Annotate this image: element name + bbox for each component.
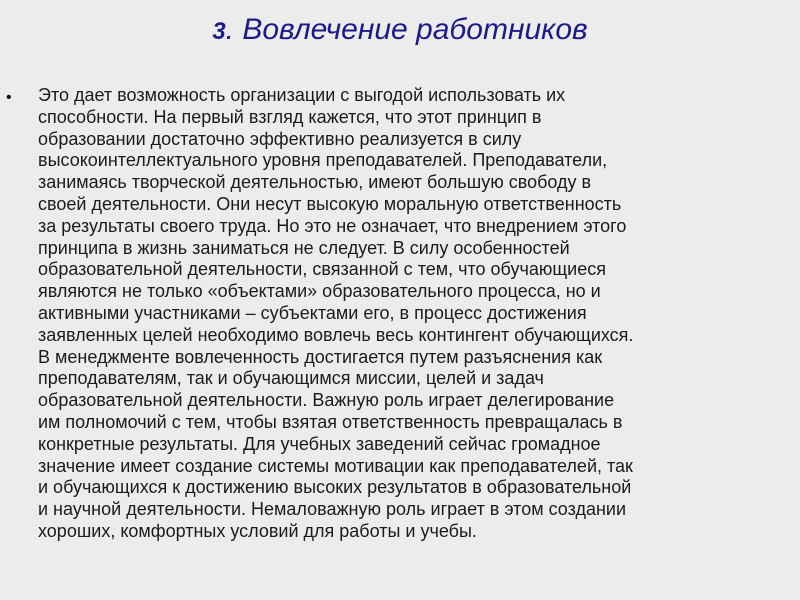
slide-title <box>0 12 800 50</box>
paragraph-line: образовательной деятельности, связанной с тем, что обучающиеся <box>38 259 606 280</box>
paragraph-line: являются не только «объектами» образовательного процесса, но и <box>38 281 601 302</box>
title-number: 3 <box>212 18 226 45</box>
paragraph-line: принципа в жизнь заниматься не следует. В силу особенностей <box>38 237 570 258</box>
paragraph-line: преподавателям, так и обучающимся миссии, целей и задач <box>38 368 544 389</box>
paragraph-line: своей деятельности. Они несут высокую моральную ответственность <box>38 193 622 214</box>
paragraph-line: Это дает возможность организации с выгодой использовать их <box>38 85 566 105</box>
paragraph-line: конкретные результаты. Для учебных заведений сейчас громадное <box>38 433 601 454</box>
paragraph-line: значение имеет создание системы мотивации как преподавателей, так <box>38 455 633 476</box>
paragraph-line: и научной деятельности. Немаловажную роль играет в этом создании <box>38 499 627 520</box>
paragraph-line: им полномочий с тем, чтобы взятая ответственность превращалась в <box>38 411 623 432</box>
paragraph-line: способности. На первый взгляд кажется, что этот принцип в <box>38 106 542 127</box>
bullet-paragraph <box>38 85 783 543</box>
paragraph-line: заявленных целей необходимо вовлечь весь контингент обучающихся. <box>38 324 634 345</box>
paragraph-line: образовательной деятельности. Важную роль играет делегирование <box>38 390 615 411</box>
paragraph-line: за результаты своего труда. Но это не означает, что внедрением этого <box>38 215 627 236</box>
paragraph-line: высокоинтеллектуального уровня преподавателей. Преподаватели, <box>38 150 608 171</box>
paragraph-line: хороших, комфортных условий для работы и учебы. <box>38 520 477 541</box>
paragraph-line: образовании достаточно эффективно реализуется в силу <box>38 128 522 149</box>
paragraph-line: В менеджменте вовлеченность достигается путем разъяснения как <box>38 346 603 367</box>
paragraph-line: занимаясь творческой деятельностью, имеют большую свободу в <box>38 172 592 193</box>
bullet-icon: • <box>6 89 12 106</box>
paragraph-line: и обучающихся к достижению высоких результатов в образовательной <box>38 477 632 498</box>
paragraph-line: активными участниками – субъектами его, в процесс достижения <box>38 302 587 323</box>
title-text: . Вовлечение работников <box>225 13 588 46</box>
